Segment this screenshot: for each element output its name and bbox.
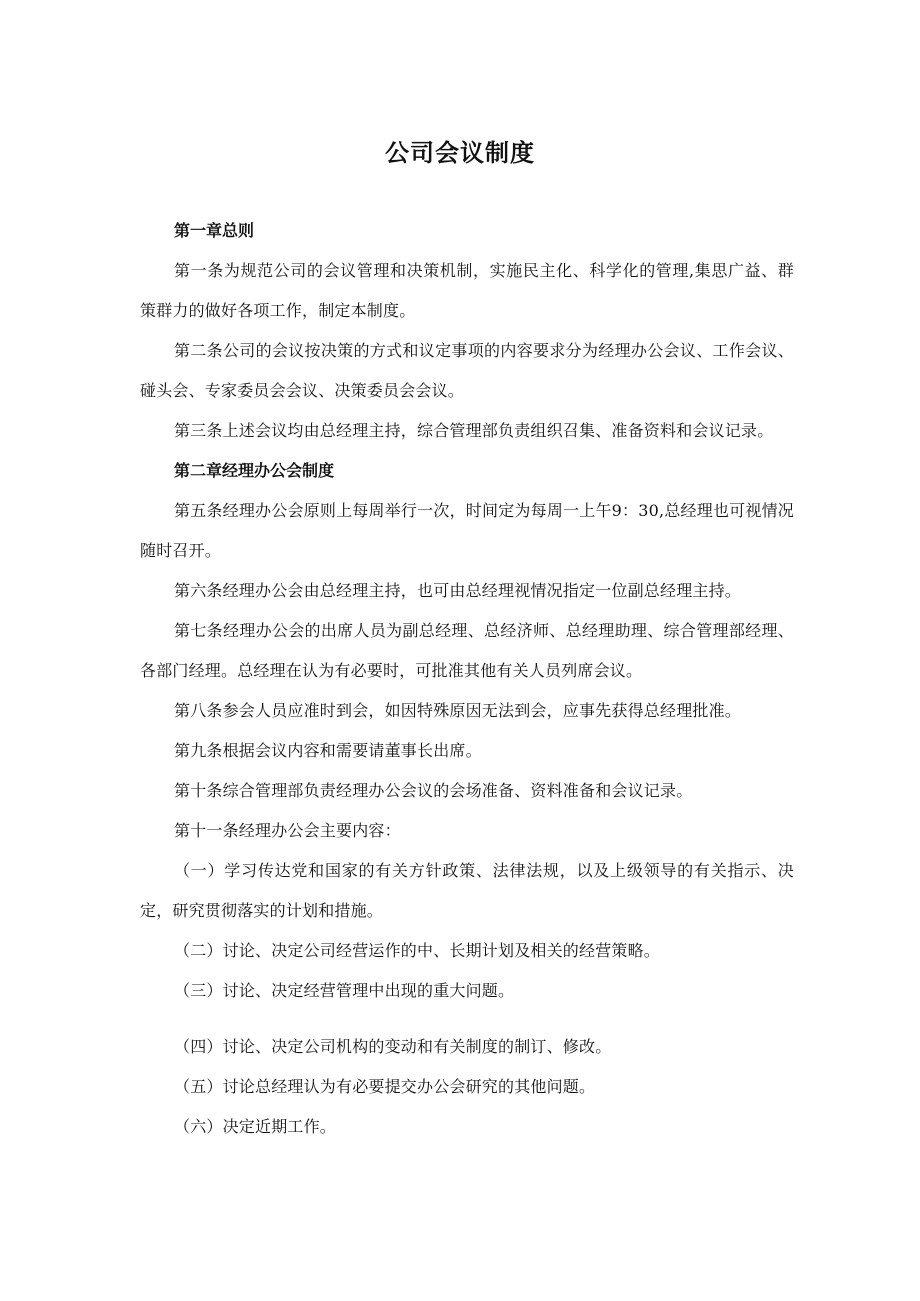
item-4: （四）讨论、决定公司机构的变动和有关制度的制订、修改。 (174, 1037, 612, 1056)
item-2: （二）讨论、决定公司经营运作的中、长期计划及相关的经营策略。 (174, 941, 661, 960)
article-11: 第十一条经理办公会主要内容： (174, 821, 401, 840)
article-5: 第五条经理办公会原则上每周举行一次，时间定为每周一上午9：30,总经理也可视情况随时召开。 (140, 501, 794, 560)
item-1: （一）学习传达党和国家的有关方针政策、法律法规，以及上级领导的有关指示、决定，研究贯彻落实的计划和措施。 (140, 861, 794, 920)
item-6: （六）决定近期工作。 (174, 1117, 337, 1136)
document-body (140, 211, 794, 1147)
article-9: 第九条根据会议内容和需要请董事长出席。 (174, 741, 482, 760)
document-title: 公司会议制度 (385, 139, 535, 167)
article-7: 第七条经理办公会的出席人员为副总经理、总经济师、总经理助理、综合管理部经理、各部门经理。总经理在认为有必要时，可批准其他有关人员列席会议。 (140, 621, 794, 680)
article-3: 第三条上述会议均由总经理主持，综合管理部负责组织召集、准备资料和会议记录。 (174, 421, 774, 440)
article-8: 第八条参会人员应准时到会，如因特殊原因无法到会，应事先获得总经理批准。 (174, 701, 742, 720)
article-1: 第一条为规范公司的会议管理和决策机制，实施民主化、科学化的管理,集思广益、群策群力的做好各项工作，制定本制度。 (140, 261, 794, 320)
chapter-2-heading: 第二章经理办公会制度 (174, 461, 335, 480)
chapter-1-heading: 第一章总则 (174, 221, 255, 240)
article-6: 第六条经理办公会由总经理主持，也可由总经理视情况指定一位副总经理主持。 (174, 581, 742, 600)
article-10: 第十条综合管理部负责经理办公会议的会场准备、资料准备和会议记录。 (174, 781, 693, 800)
article-2: 第二条公司的会议按决策的方式和议定事项的内容要求分为经理办公会议、工作会议、碰头会、专家委员会会议、决策委员会会议。 (140, 341, 794, 400)
item-3: （三）讨论、决定经营管理中出现的重大问题。 (174, 981, 515, 1000)
item-5: （五）讨论总经理认为有必要提交办公会研究的其他问题。 (174, 1077, 596, 1096)
